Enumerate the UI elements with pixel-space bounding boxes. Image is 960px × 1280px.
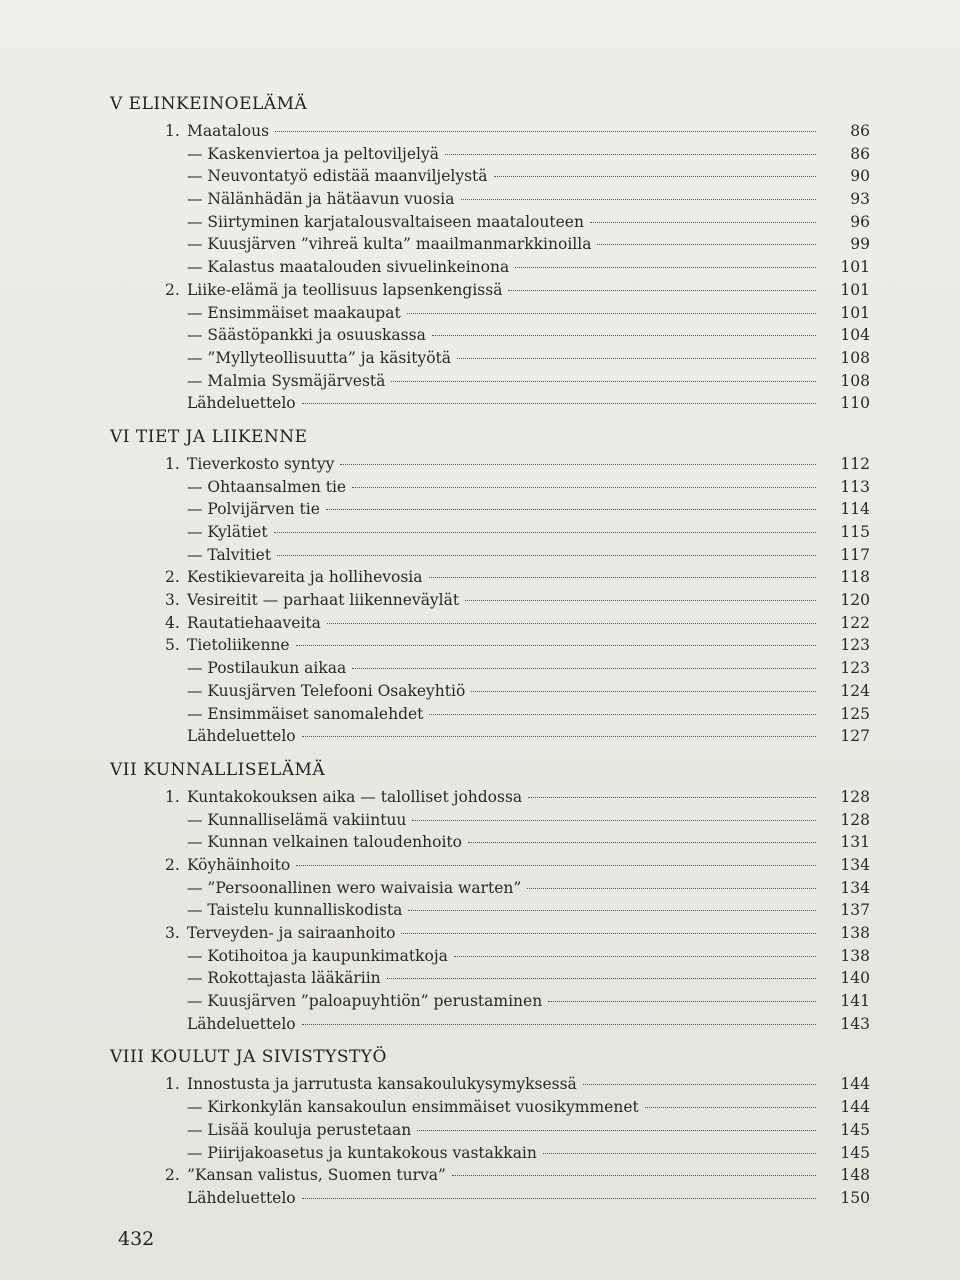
entry-number: 2.: [165, 1166, 180, 1185]
chapter-title: V ELINKEINOELÄMÄ: [110, 94, 308, 114]
entry-title: Innostusta ja jarrutusta kansakoulukysymyksessä: [187, 1075, 577, 1094]
entry-title: — Nälänhädän ja hätäavun vuosia: [187, 190, 455, 209]
entry-title: — Polvijärven tie: [187, 500, 320, 519]
entry-title: — Kotihoitoa ja kaupunkimatkoja: [187, 946, 448, 965]
toc-entry: [110, 725, 870, 748]
entry-title: — Kalastus maatalouden sivuelinkeinona: [187, 258, 510, 277]
dot-leader: [391, 380, 816, 382]
toc-entry: [110, 256, 870, 279]
dot-leader: [296, 644, 816, 646]
toc-entry: [110, 922, 870, 945]
entry-title: Maatalous: [187, 122, 270, 140]
dot-leader: [461, 198, 817, 200]
entry-number: 3.: [165, 924, 180, 942]
entry-page-number: 96: [850, 212, 870, 231]
entry-page-number: 108: [840, 348, 870, 367]
dot-leader: [429, 576, 817, 578]
toc-entry: [110, 544, 870, 567]
entry-page-number: 143: [840, 1014, 870, 1033]
entry-title: Lähdeluettelo: [187, 394, 296, 413]
dot-leader: [452, 1174, 816, 1176]
entry-title: — Postilaukun aikaa: [187, 659, 347, 678]
entry-title: — Säästöpankki ja osuuskassa: [187, 326, 426, 345]
dot-leader: [548, 1000, 816, 1002]
dot-leader: [508, 289, 816, 291]
entry-page-number: 104: [840, 326, 870, 345]
chapter-title: VI TIET JA LIIKENNE: [110, 426, 308, 447]
entry-page-number: 101: [840, 280, 870, 299]
dot-leader: [340, 463, 816, 465]
dot-leader: [326, 508, 816, 510]
entry-title: Lähdeluettelo: [187, 1188, 296, 1207]
entry-title: — Kaskenviertoa ja peltoviljelyä: [187, 144, 439, 163]
entry-page-number: 138: [840, 946, 870, 965]
entry-title: Vesireitit — parhaat liikenneväylät: [187, 591, 460, 610]
entry-page-number: 117: [840, 545, 870, 564]
entry-page-number: 120: [840, 591, 870, 610]
toc-entry: [110, 120, 870, 143]
toc-entry: [110, 521, 870, 544]
entry-page-number: 138: [840, 924, 870, 942]
entry-page-number: 140: [840, 969, 870, 988]
entry-title: — Ensimmäiset maakaupat: [187, 303, 401, 322]
toc-entry: [110, 809, 870, 832]
entry-title: Kuntakokouksen aika — talolliset johdossa: [187, 787, 523, 806]
chapter-section: [110, 421, 870, 748]
chapter-title: VIII KOULUT JA SIVISTYSTYÖ: [110, 1047, 387, 1068]
toc-entry: [110, 1187, 870, 1210]
dot-leader: [590, 221, 816, 223]
entry-page-number: 134: [840, 855, 870, 874]
entry-page-number: 148: [840, 1166, 870, 1185]
entry-title: — Kirkonkylän kansakoulun ensimmäiset vuosikymmenet: [187, 1098, 639, 1117]
toc-entry: [110, 612, 870, 635]
dot-leader: [302, 402, 816, 404]
chapter-title: VII KUNNALLISELÄMÄ: [110, 759, 326, 780]
entry-page-number: 101: [840, 303, 870, 322]
dot-leader: [583, 1083, 816, 1085]
entry-number: 1.: [165, 454, 180, 473]
entry-page-number: 115: [840, 523, 870, 541]
toc-entry: [110, 657, 870, 680]
toc-entry: [110, 1013, 870, 1036]
entry-number: 1.: [165, 787, 180, 806]
entry-title: ”Kansan valistus, Suomen turva”: [187, 1166, 446, 1185]
toc-entry: [110, 1119, 870, 1142]
entry-title: — Ohtaansalmen tie: [187, 477, 347, 496]
dot-leader: [494, 175, 816, 177]
entry-page-number: 125: [840, 704, 870, 723]
dot-leader: [407, 312, 816, 314]
dot-leader: [429, 713, 816, 715]
dot-leader: [401, 932, 816, 934]
entry-title: Tietoliikenne: [187, 636, 290, 655]
entry-title: — Kuusjärven Telefooni Osakeyhtiö: [187, 681, 466, 700]
dot-leader: [327, 622, 816, 624]
dot-leader: [417, 1129, 816, 1131]
toc-entry: [110, 680, 870, 703]
dot-leader: [543, 1152, 816, 1154]
toc-entry: [110, 233, 870, 256]
entry-number: 2.: [165, 855, 180, 874]
toc-entry: [110, 143, 870, 166]
dot-leader: [468, 841, 816, 843]
entry-title: Lähdeluettelo: [187, 1014, 296, 1033]
entry-title: — Rokottajasta lääkäriin: [187, 969, 381, 988]
entry-title: — Kylätiet: [187, 523, 268, 541]
toc-entry: [110, 188, 870, 211]
toc-entry: [110, 854, 870, 877]
toc-entry: [110, 1096, 870, 1119]
chapter-section: [110, 754, 870, 1036]
entry-page-number: 137: [840, 901, 870, 920]
entry-title: — Kuusjärven ”paloapuyhtiön” perustaminen: [187, 992, 543, 1011]
entry-title: — Talvitiet: [187, 545, 272, 564]
toc-entry: [110, 703, 870, 726]
toc-entry: [110, 370, 870, 393]
entry-title: Köyhäinhoito: [187, 855, 291, 874]
toc-entry: [110, 899, 870, 922]
toc-entry: [110, 392, 870, 415]
dot-leader: [302, 1023, 816, 1025]
entry-page-number: 124: [840, 681, 870, 700]
dot-leader: [445, 153, 816, 155]
entry-page-number: 141: [840, 992, 870, 1011]
dot-leader: [528, 796, 816, 798]
dot-leader: [352, 486, 816, 488]
entry-page-number: 86: [850, 122, 870, 140]
dot-leader: [432, 334, 816, 336]
dot-leader: [412, 819, 816, 821]
entry-title: — Malmia Sysmäjärvestä: [187, 371, 386, 390]
entry-number: 1.: [165, 122, 180, 140]
entry-page-number: 123: [840, 659, 870, 678]
entry-page-number: 108: [840, 371, 870, 390]
toc-entry: [110, 347, 870, 370]
entry-title: — ”Myllyteollisuutta” ja käsityötä: [187, 348, 452, 367]
toc-entry: [110, 1073, 870, 1096]
entry-title: Rautatiehaaveita: [187, 613, 321, 632]
entry-number: 2.: [165, 568, 180, 587]
entry-page-number: 123: [840, 636, 870, 655]
entry-page-number: 86: [850, 144, 870, 163]
entry-page-number: 150: [840, 1188, 870, 1207]
entry-title: — Kuusjärven ”vihreä kulta” maailmanmarkkinoilla: [187, 235, 592, 254]
entry-page-number: 114: [840, 500, 870, 519]
toc-entry: [110, 786, 870, 809]
entry-title: — Piirijakoasetus ja kuntakokous vastakkain: [187, 1143, 537, 1162]
dot-leader: [275, 130, 816, 132]
entry-title: Kestikievareita ja hollihevosia: [187, 568, 423, 587]
toc-entry: [110, 967, 870, 990]
dot-leader: [597, 243, 816, 245]
entry-title: — Neuvontatyö edistää maanviljelystä: [187, 167, 488, 186]
dot-leader: [645, 1106, 816, 1108]
entry-page-number: 118: [840, 568, 870, 587]
dot-leader: [527, 887, 816, 889]
toc-entry: [110, 498, 870, 521]
dot-leader: [408, 909, 816, 911]
entry-title: — Siirtyminen karjatalousvaltaiseen maatalouteen: [187, 212, 584, 231]
entry-page-number: 131: [840, 833, 870, 852]
toc-entry: [110, 945, 870, 968]
entry-page-number: 110: [840, 394, 870, 413]
entry-page-number: 90: [850, 167, 870, 186]
dot-leader: [352, 667, 816, 669]
page-number: 432: [118, 1228, 155, 1250]
entry-title: Terveyden- ja sairaanhoito: [187, 924, 396, 942]
entry-page-number: 127: [840, 727, 870, 746]
toc-entry: [110, 302, 870, 325]
toc-entry: [110, 831, 870, 854]
dot-leader: [454, 955, 816, 957]
dot-leader: [471, 690, 816, 692]
entry-page-number: 101: [840, 258, 870, 277]
entry-number: 1.: [165, 1075, 180, 1094]
entry-title: — Lisää kouluja perustetaan: [187, 1120, 412, 1139]
entry-title: — Kunnalliselämä vakiintuu: [187, 810, 407, 829]
dot-leader: [302, 1197, 816, 1199]
entry-page-number: 145: [840, 1143, 870, 1162]
chapter-section: [110, 1041, 870, 1209]
toc-entry: [110, 1164, 870, 1187]
entry-page-number: 113: [840, 477, 870, 496]
entry-number: 3.: [165, 591, 180, 610]
entry-page-number: 112: [840, 454, 870, 473]
dot-leader: [296, 864, 816, 866]
entry-number: 4.: [165, 613, 180, 632]
toc-entry: [110, 453, 870, 476]
entry-page-number: 144: [840, 1098, 870, 1117]
entry-page-number: 145: [840, 1120, 870, 1139]
entry-page-number: 122: [840, 613, 870, 632]
table-of-contents: [110, 82, 870, 1210]
toc-entry: [110, 476, 870, 499]
toc-entry: [110, 566, 870, 589]
toc-entry: [110, 634, 870, 657]
entry-page-number: 134: [840, 878, 870, 897]
dot-leader: [302, 735, 816, 737]
toc-entry: [110, 165, 870, 188]
entry-title: Liike-elämä ja teollisuus lapsenkengissä: [187, 280, 503, 299]
dot-leader: [274, 531, 816, 533]
toc-entry: [110, 211, 870, 234]
entry-title: — Kunnan velkainen taloudenhoito: [187, 833, 462, 852]
toc-entry: [110, 1142, 870, 1165]
toc-entry: [110, 324, 870, 347]
entry-title: — Ensimmäiset sanomalehdet: [187, 704, 424, 723]
toc-entry: [110, 990, 870, 1013]
toc-entry: [110, 589, 870, 612]
entry-title: Tieverkosto syntyy: [187, 454, 335, 473]
entry-title: — Taistelu kunnalliskodista: [187, 901, 403, 920]
dot-leader: [457, 357, 816, 359]
dot-leader: [277, 554, 816, 556]
entry-page-number: 99: [850, 235, 870, 254]
entry-page-number: 128: [840, 810, 870, 829]
entry-number: 2.: [165, 280, 180, 299]
entry-number: 5.: [165, 636, 180, 655]
entry-page-number: 144: [840, 1075, 870, 1094]
entry-page-number: 93: [850, 190, 870, 209]
toc-entry: [110, 877, 870, 900]
dot-leader: [515, 266, 816, 268]
toc-entry: [110, 279, 870, 302]
dot-leader: [465, 599, 816, 601]
entry-title: Lähdeluettelo: [187, 727, 296, 746]
entry-title: — ”Persoonallinen wero waivaisia warten”: [187, 878, 522, 897]
dot-leader: [387, 977, 816, 979]
entry-page-number: 128: [840, 787, 870, 806]
chapter-section: [110, 88, 870, 415]
